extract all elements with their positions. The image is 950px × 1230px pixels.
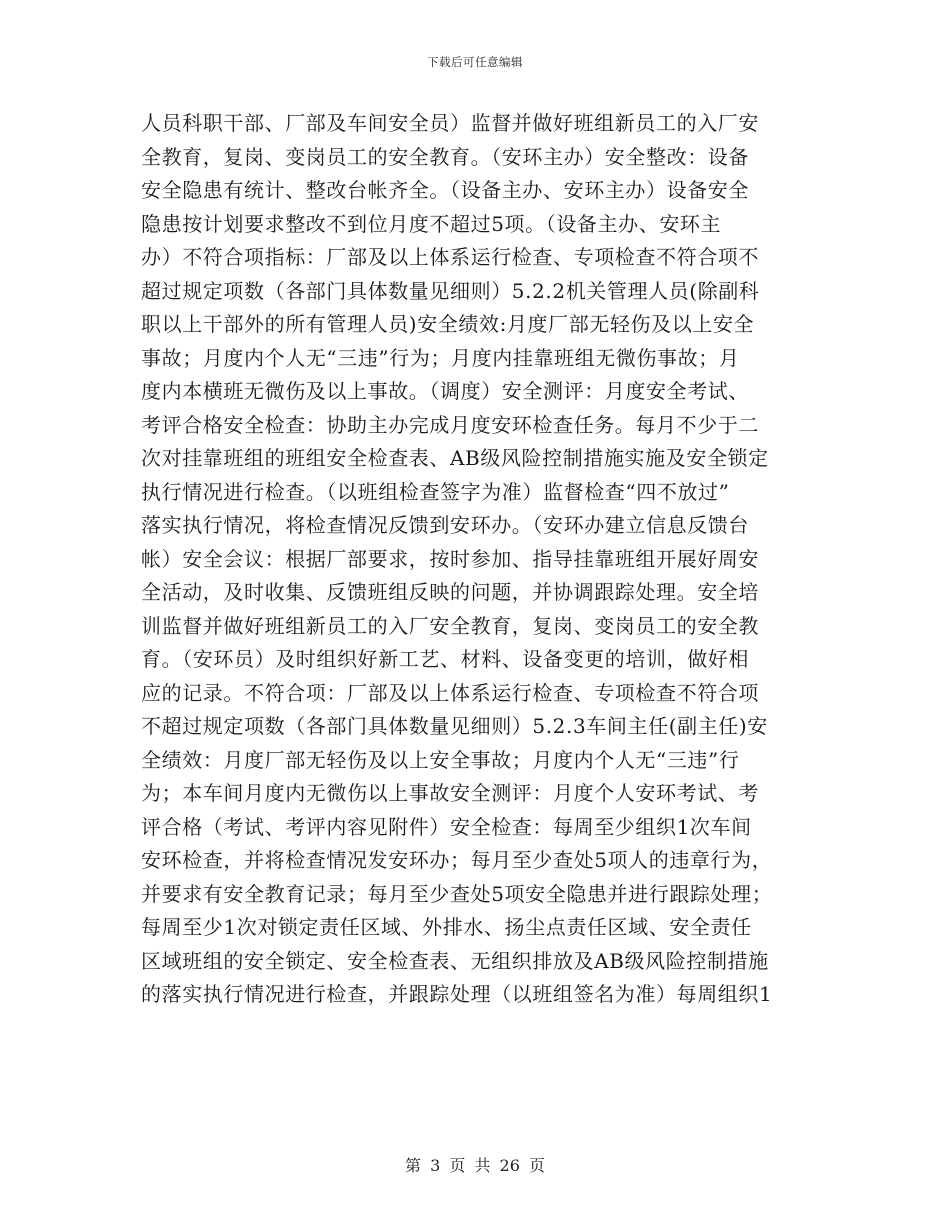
text-line: 隐患按计划要求整改不到位月度不超过5项。（设备主办、安环主 [141, 211, 722, 236]
text-line: 评合格（考试、考评内容见附件）安全检查：每周至少组织1次车间 [141, 814, 752, 839]
text-line: 办）不符合项指标：厂部及以上体系运行检查、专项检查不符合项不 [141, 245, 759, 269]
text-line: 人员科职干部、厂部及车间安全员）监督并做好班组新员工的入厂安 [141, 111, 759, 135]
text-line: 落实执行情况，将检查情况反馈到安环办。（安环办建立信息反馈台 [141, 513, 749, 537]
document-body [141, 107, 821, 1012]
text-line: 次对挂靠班组的班组安全检查表、AB级风险控制措施实施及安全锁定 [141, 446, 769, 470]
text-line: 安环检查，并将检查情况发安环办；每月至少查处5项人的违章行为， [141, 848, 773, 872]
text-line: 育。（安环员）及时组织好新工艺、材料、设备变更的培训，做好相 [141, 647, 749, 671]
text-line: 执行情况进行检查。（以班组检查签字为准）监督检查“四不放过” [141, 479, 730, 504]
page-header: 下载后可任意编辑 [427, 55, 523, 69]
text-line: 不超过规定项数（各部门具体数量见细则）5.2.3车间主任(副主任)安 [141, 714, 768, 738]
text-line: 超过规定项数（各部门具体数量见细则）5.2.2机关管理人员(除副科 [141, 278, 760, 303]
text-line: 为；本车间月度内无微伤以上事故安全测评：月度个人安环考试、考 [141, 781, 759, 805]
text-line: 安全隐患有统计、整改台帐齐全。（设备主办、安环主办）设备安全 [141, 178, 749, 202]
text-line: 考评合格安全检查：协助主办完成月度安环检查任务。每月不少于二 [141, 412, 759, 437]
text-line: 全活动，及时收集、反馈班组反映的问题，并协调跟踪处理。安全培 [141, 580, 759, 604]
page-number: 第 3 页 共 26 页 [405, 1156, 545, 1175]
text-line: 全绩效：月度厂部无轻伤及以上安全事故；月度内个人无“三违”行 [141, 747, 740, 772]
text-line: 训监督并做好班组新员工的入厂安全教育，复岗、变岗员工的安全教 [141, 613, 759, 638]
text-line: 帐）安全会议：根据厂部要求，按时参加、指导挂靠班组开展好周安 [141, 546, 759, 571]
text-line: 职以上干部外的所有管理人员)安全绩效:月度厂部无轻伤及以上安全 [141, 312, 755, 336]
text-line: 应的记录。不符合项：厂部及以上体系运行检查、专项检查不符合项 [141, 680, 759, 705]
text-line: 并要求有安全教育记录；每月至少查处5项安全隐患并进行跟踪处理； [141, 881, 773, 906]
text-line: 全教育，复岗、变岗员工的安全教育。（安环主办）安全整改：设备 [141, 144, 749, 169]
text-line: 每周至少1次对锁定责任区域、外排水、扬尘点责任区域、安全责任 [141, 915, 752, 939]
text-line: 度内本横班无微伤及以上事故。（调度）安全测评：月度安全考试、 [141, 379, 749, 403]
text-line: 事故；月度内个人无“三违”行为；月度内挂靠班组无微伤事故；月 [141, 345, 740, 370]
text-line: 的落实执行情况进行检查，并跟踪处理（以班组签名为准）每周组织1 [141, 982, 773, 1006]
text-line: 区域班组的安全锁定、安全检查表、无组织排放及AB级风险控制措施 [141, 948, 769, 973]
